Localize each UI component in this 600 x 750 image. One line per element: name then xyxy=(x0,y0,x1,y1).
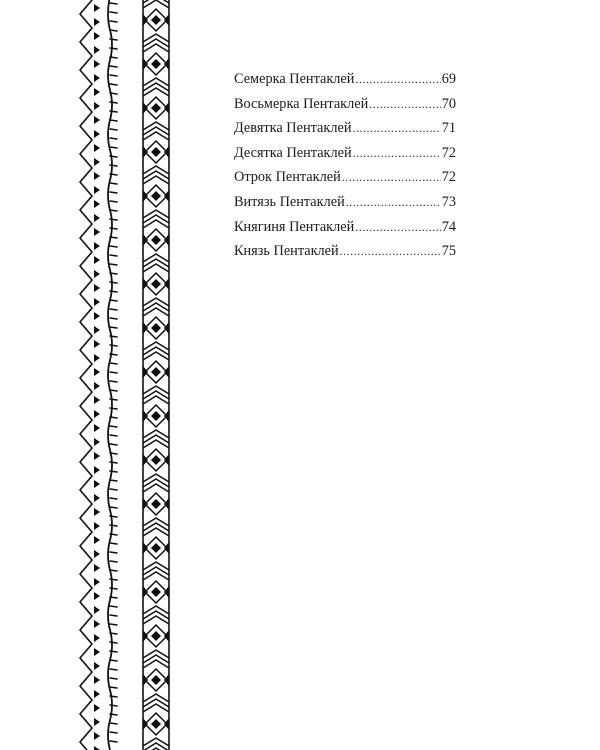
toc-entry-title: Десятка Пентаклей xyxy=(234,144,352,161)
toc-dot-leader xyxy=(353,146,441,161)
toc-entry[interactable] xyxy=(234,219,456,244)
toc-entry-title: Семерка Пентаклей xyxy=(234,71,355,87)
toc-entry-title: Княгиня Пентаклей xyxy=(234,218,355,235)
toc-entry-title: Восьмерка Пентаклей xyxy=(234,95,369,112)
toc-dot-leader xyxy=(342,170,441,185)
toc-dot-leader xyxy=(355,72,440,87)
toc-dot-leader xyxy=(369,97,440,112)
toc-entry[interactable] xyxy=(234,243,456,268)
toc-page-number: 73 xyxy=(441,193,456,210)
toc-page-number: 69 xyxy=(441,71,456,87)
toc-entry-title: Князь Пентаклей xyxy=(234,243,339,260)
toc-entry[interactable] xyxy=(234,71,456,96)
toc-entry-title: Девятка Пентаклей xyxy=(234,120,352,137)
ornamental-border xyxy=(70,0,180,750)
toc-dot-leader xyxy=(340,244,441,259)
toc-entry[interactable] xyxy=(234,96,456,121)
toc-page-number: 71 xyxy=(441,120,456,137)
toc-dot-leader xyxy=(346,195,441,210)
toc-entry[interactable] xyxy=(234,145,456,170)
toc-entry-title: Отрок Пентаклей xyxy=(234,169,341,186)
toc-page-number: 74 xyxy=(441,218,456,235)
toc-page-number: 75 xyxy=(441,243,456,260)
toc-page-number: 70 xyxy=(441,95,456,112)
toc-entry[interactable] xyxy=(234,169,456,194)
toc-entry-title: Витязь Пентаклей xyxy=(234,193,345,210)
toc-entry[interactable] xyxy=(234,120,456,145)
toc-entry[interactable] xyxy=(234,194,456,219)
toc-dot-leader xyxy=(355,220,440,235)
toc-page-number: 72 xyxy=(441,144,456,161)
toc-dot-leader xyxy=(352,121,440,136)
toc-page-number: 72 xyxy=(441,169,456,186)
table-of-contents xyxy=(234,71,456,268)
